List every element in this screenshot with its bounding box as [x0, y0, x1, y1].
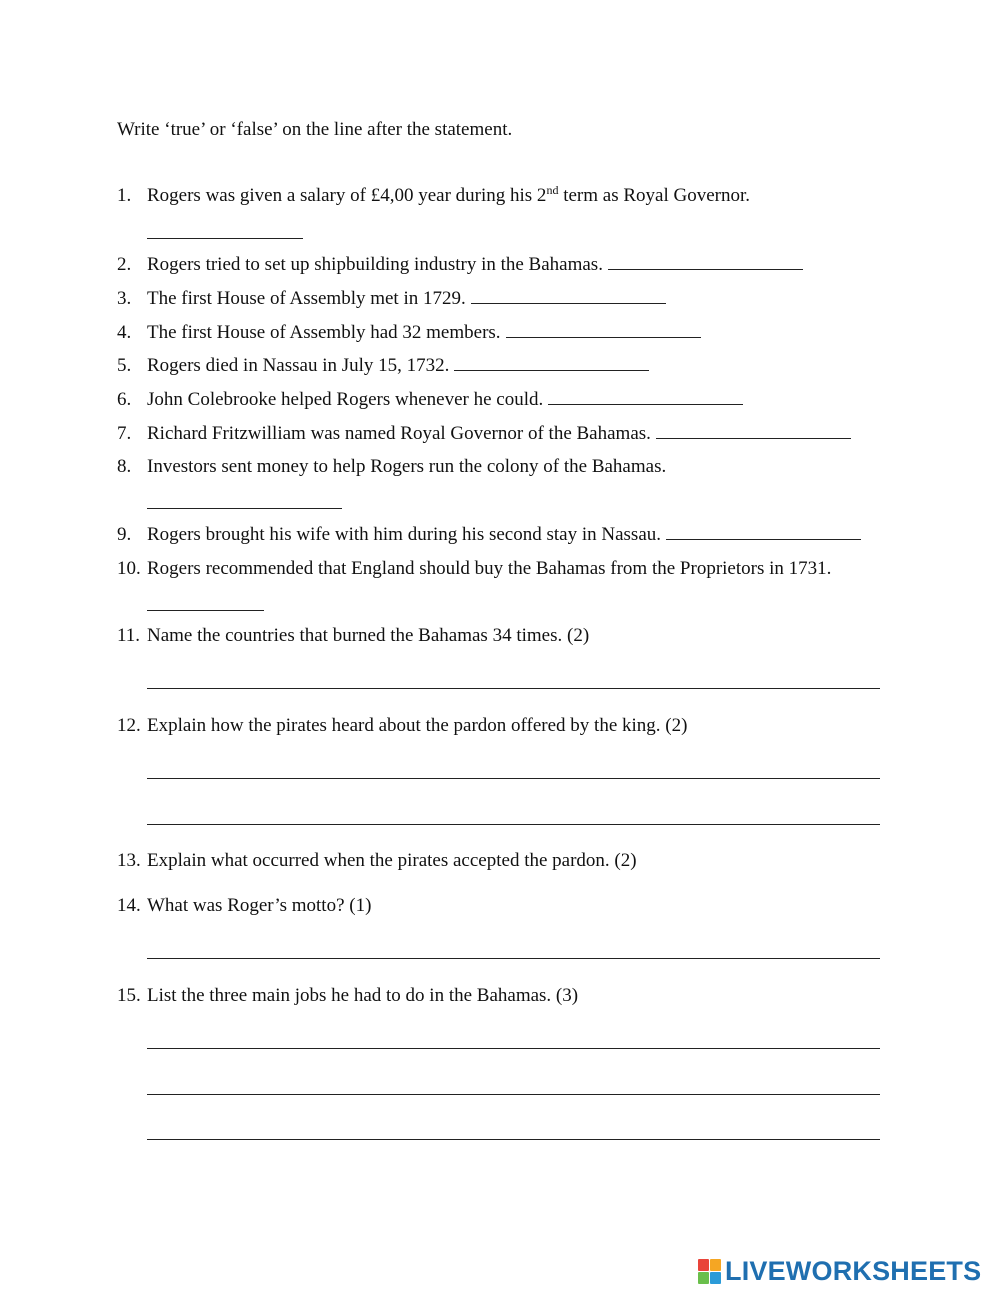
- logo-tile-icon: [710, 1272, 721, 1284]
- question-15-answer-line-3[interactable]: [147, 1139, 880, 1140]
- question-7-number: 7.: [117, 423, 132, 444]
- question-14-text: What was Roger’s motto? (1): [147, 895, 372, 916]
- instructions: Write ‘true’ or ‘false’ on the line after the statement.: [117, 119, 513, 140]
- question-10-answer-line[interactable]: [147, 610, 264, 611]
- question-8-answer-line[interactable]: [147, 508, 342, 509]
- question-6-number: 6.: [117, 389, 132, 410]
- question-13-text: Explain what occurred when the pirates accepted the pardon. (2): [147, 850, 637, 871]
- logo-tile-icon: [710, 1259, 721, 1271]
- question-5-answer-line[interactable]: [454, 355, 649, 371]
- question-1-text: Rogers was given a salary of £4,00 year during his 2nd term as Royal Governor.: [147, 183, 750, 206]
- question-12-text: Explain how the pirates heard about the pardon offered by the king. (2): [147, 715, 688, 736]
- question-7-text: Richard Fritzwilliam was named Royal Governor of the Bahamas.: [147, 422, 851, 446]
- question-8-text: Investors sent money to help Rogers run the colony of the Bahamas.: [147, 456, 667, 477]
- question-3-answer-line[interactable]: [471, 288, 666, 304]
- question-9-answer-line[interactable]: [666, 524, 861, 540]
- question-12-number: 12.: [117, 715, 141, 736]
- question-3-text: The first House of Assembly met in 1729.: [147, 287, 666, 311]
- question-4-answer-line[interactable]: [506, 322, 701, 338]
- question-15-answer-line-2[interactable]: [147, 1094, 880, 1095]
- question-12-answer-line-1[interactable]: [147, 778, 880, 779]
- liveworksheets-logo-icon: [698, 1259, 721, 1284]
- question-10-text: Rogers recommended that England should buy the Bahamas from the Proprietors in 1731.: [147, 558, 832, 579]
- question-1-number: 1.: [117, 185, 132, 206]
- question-7-answer-line[interactable]: [656, 423, 851, 439]
- question-9-text: Rogers brought his wife with him during his second stay in Nassau.: [147, 523, 861, 547]
- question-15-number: 15.: [117, 985, 141, 1006]
- liveworksheets-logo: [698, 1257, 981, 1285]
- logo-tile-icon: [698, 1259, 709, 1271]
- question-8-number: 8.: [117, 456, 132, 477]
- question-15-answer-line-1[interactable]: [147, 1048, 880, 1049]
- question-11-answer-line[interactable]: [147, 688, 880, 689]
- question-13-number: 13.: [117, 850, 141, 871]
- question-6-answer-line[interactable]: [548, 389, 743, 405]
- question-5-number: 5.: [117, 355, 132, 376]
- logo-tile-icon: [698, 1272, 709, 1284]
- question-2-answer-line[interactable]: [608, 254, 803, 270]
- question-15-text: List the three main jobs he had to do in the Bahamas. (3): [147, 985, 579, 1006]
- question-1-answer-line[interactable]: [147, 238, 303, 239]
- question-14-number: 14.: [117, 895, 141, 916]
- question-10-number: 10.: [117, 558, 141, 579]
- question-4-number: 4.: [117, 322, 132, 343]
- question-5-text: Rogers died in Nassau in July 15, 1732.: [147, 354, 649, 378]
- question-2-number: 2.: [117, 254, 132, 275]
- question-2-text: Rogers tried to set up shipbuilding industry in the Bahamas.: [147, 253, 803, 277]
- question-3-number: 3.: [117, 288, 132, 309]
- liveworksheets-wordmark: LIVEWORKSHEETS: [725, 1255, 982, 1286]
- question-11-number: 11.: [117, 625, 141, 646]
- question-11-text: Name the countries that burned the Bahamas 34 times. (2): [147, 625, 590, 646]
- question-14-answer-line[interactable]: [147, 958, 880, 959]
- question-6-text: John Colebrooke helped Rogers whenever he could.: [147, 388, 743, 412]
- question-9-number: 9.: [117, 524, 132, 545]
- question-4-text: The first House of Assembly had 32 members.: [147, 321, 701, 345]
- question-12-answer-line-2[interactable]: [147, 824, 880, 825]
